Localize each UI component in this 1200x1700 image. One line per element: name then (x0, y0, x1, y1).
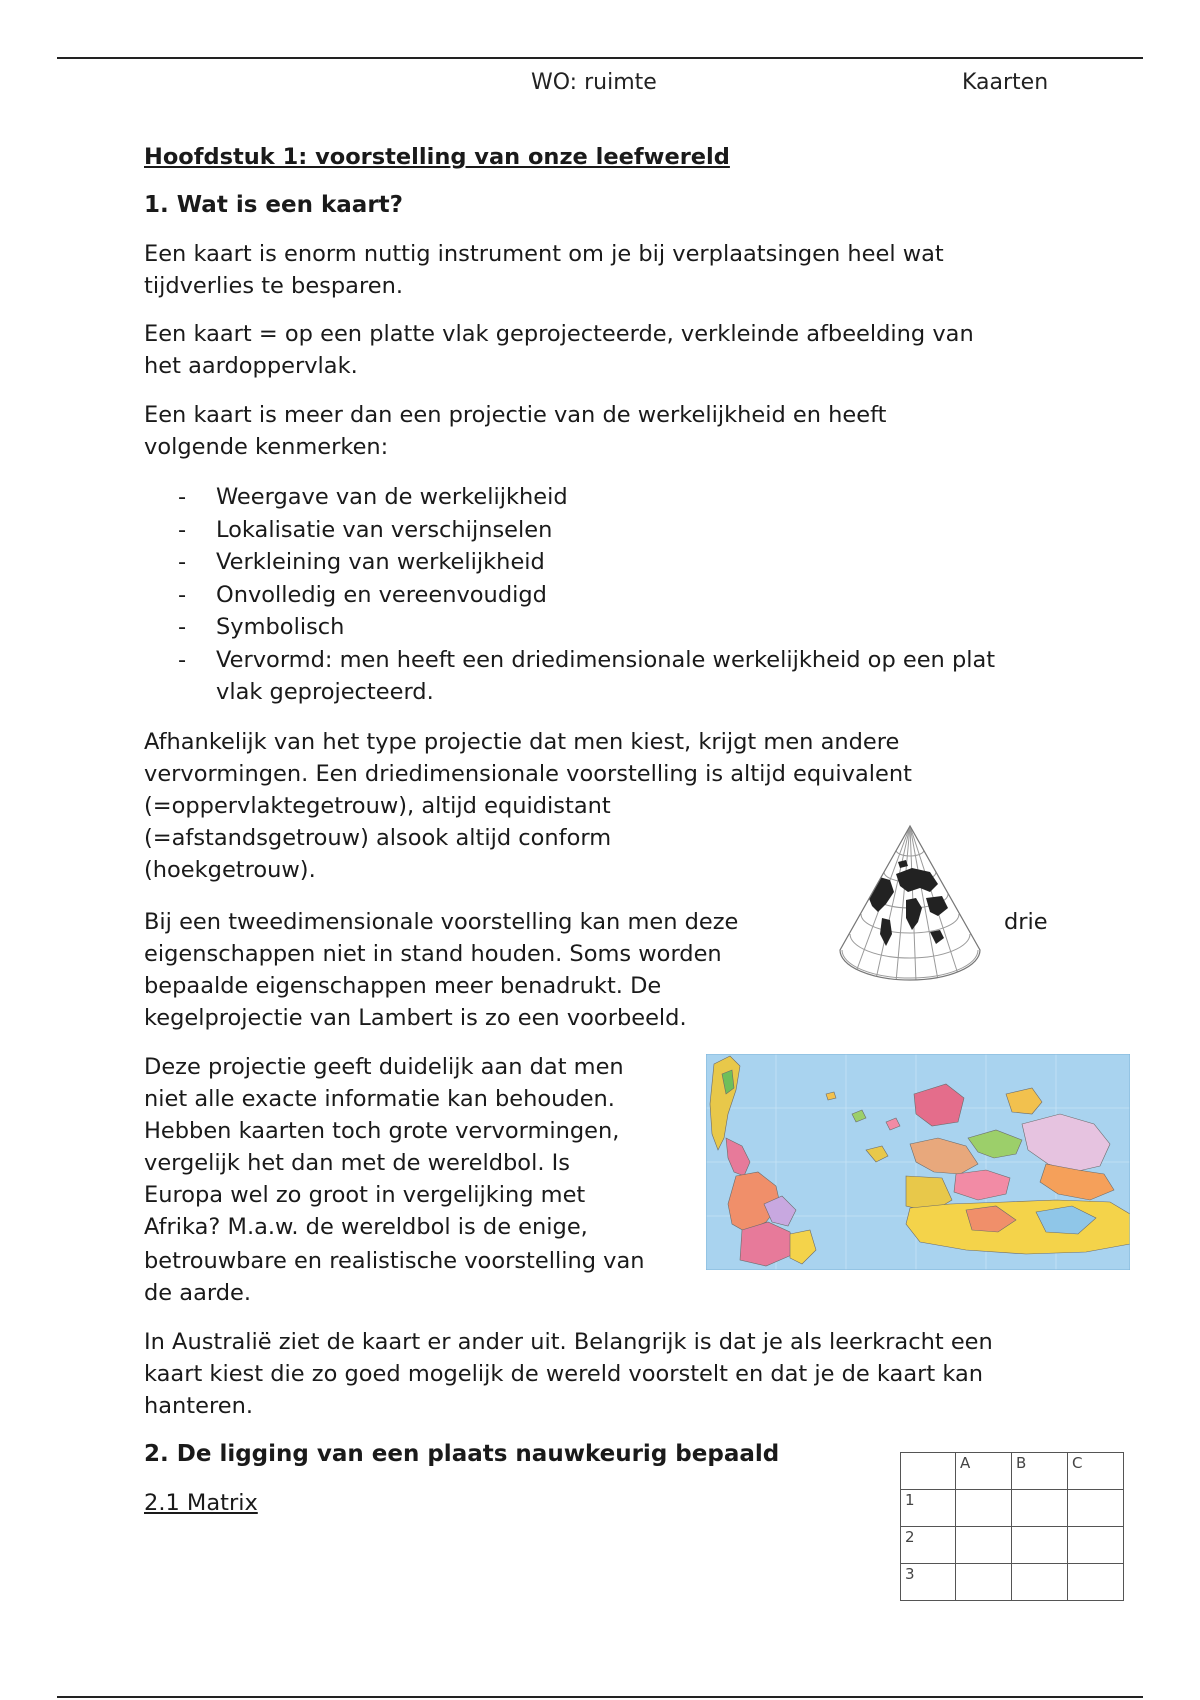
matrix-header-row (901, 1453, 1124, 1490)
paragraph-line: Een kaart = op een platte vlak geprojecteerde, verkleinde afbeelding van (144, 321, 974, 347)
header-topic: Kaarten (962, 70, 1049, 95)
paragraph-line: Afhankelijk van het type projectie dat men kiest, krijgt men andere (144, 729, 900, 755)
cone-projection-figure (834, 822, 1022, 1002)
paragraph-line: niet alle exacte informatie kan behouden. (144, 1086, 615, 1112)
list-item-continuation: vlak geprojecteerd. (216, 679, 434, 705)
matrix-cell (1012, 1490, 1068, 1527)
list-item: - Onvolledig en vereenvoudigd (178, 581, 547, 608)
matrix-cell (956, 1490, 1012, 1527)
list-item: - Weergave van de werkelijkheid (178, 484, 568, 510)
paragraph-line: (=oppervlaktegetrouw), altijd equidistant (144, 793, 611, 819)
paragraph-line: Hebben kaarten toch grote vervormingen, (144, 1118, 620, 1144)
matrix-col-header: C (1068, 1453, 1124, 1490)
paragraph-line: tijdverlies te besparen. (144, 273, 403, 299)
paragraph-line: het aardoppervlak. (144, 353, 358, 379)
matrix-cell (956, 1527, 1012, 1564)
matrix-row (901, 1527, 1124, 1564)
sub-heading: 2.1 Matrix (144, 1490, 258, 1516)
paragraph-line: betrouwbare en realistische voorstelling van (144, 1248, 645, 1274)
paragraph-line-end: drie (1004, 909, 1048, 935)
matrix-row (901, 1564, 1124, 1601)
paragraph-line: Een kaart is meer dan een projectie van de werkelijkheid en heeft (144, 402, 887, 428)
matrix-grid (900, 1452, 1124, 1601)
paragraph-line: eigenschappen niet in stand houden. Soms worden (144, 941, 722, 967)
paragraph-line: (=afstandsgetrouw) alsook altijd conform (144, 825, 612, 851)
footer-rule (57, 1696, 1143, 1698)
matrix-cell (1068, 1527, 1124, 1564)
paragraph-line: Afrika? M.a.w. de wereldbol is de enige, (144, 1214, 588, 1240)
paragraph-line: vervormingen. Een driedimensionale voorstelling is altijd equivalent (144, 761, 912, 787)
matrix-cell (956, 1564, 1012, 1601)
features-list (178, 481, 995, 709)
paragraph-line: Een kaart is enorm nuttig instrument om je bij verplaatsingen heel wat (144, 241, 944, 267)
chapter-title: Hoofdstuk 1: voorstelling van onze leefwereld (144, 144, 730, 170)
matrix-cell (1068, 1490, 1124, 1527)
paragraph-line: kaart kiest die zo goed mogelijk de wereld voorstelt en dat je de kaart kan (144, 1361, 984, 1387)
paragraph-line: (hoekgetrouw). (144, 857, 316, 883)
list-item: - Vervormd: men heeft een driedimensionale werkelijkheid op een plat (178, 646, 996, 673)
paragraph-line: bepaalde eigenschappen meer benadrukt. De (144, 973, 662, 999)
matrix-cell (1068, 1564, 1124, 1601)
matrix-col-header: A (956, 1453, 1012, 1490)
matrix-corner-cell (901, 1453, 956, 1490)
paragraph-line: Bij een tweedimensionale voorstelling kan men deze (144, 909, 739, 935)
paragraph-line: vergelijk het dan met de wereldbol. Is (144, 1150, 570, 1176)
paragraph-line: de aarde. (144, 1280, 251, 1306)
paragraph-line: In Australië ziet de kaart er ander uit. Belangrijk is dat je als leerkracht een (144, 1329, 993, 1355)
world-map-south-up (706, 1054, 1130, 1270)
paragraph-line: kegelprojectie van Lambert is zo een voorbeeld. (144, 1005, 687, 1031)
matrix-col-header: B (1012, 1453, 1068, 1490)
list-item: - Symbolisch (178, 614, 345, 640)
cone-grid (834, 822, 1022, 1002)
matrix-row-header: 3 (901, 1564, 956, 1601)
paragraph-line: hanteren. (144, 1393, 253, 1419)
paragraph-line: volgende kenmerken: (144, 434, 389, 460)
header-subject: WO: ruimte (531, 70, 657, 95)
matrix-row-header: 1 (901, 1490, 956, 1527)
paragraph-line: Europa wel zo groot in vergelijking met (144, 1182, 586, 1208)
section-heading-1: 1. Wat is een kaart? (144, 192, 403, 218)
matrix-cell (1012, 1527, 1068, 1564)
list-item: - Lokalisatie van verschijnselen (178, 516, 553, 543)
matrix-cell (1012, 1564, 1068, 1601)
matrix-row (901, 1490, 1124, 1527)
list-item: - Verkleining van werkelijkheid (178, 549, 545, 575)
section-heading-2: 2. De ligging van een plaats nauwkeurig bepaald (144, 1441, 780, 1467)
matrix-row-header: 2 (901, 1527, 956, 1564)
paragraph-line: Deze projectie geeft duidelijk aan dat men (144, 1054, 624, 1080)
header-rule (57, 57, 1143, 59)
